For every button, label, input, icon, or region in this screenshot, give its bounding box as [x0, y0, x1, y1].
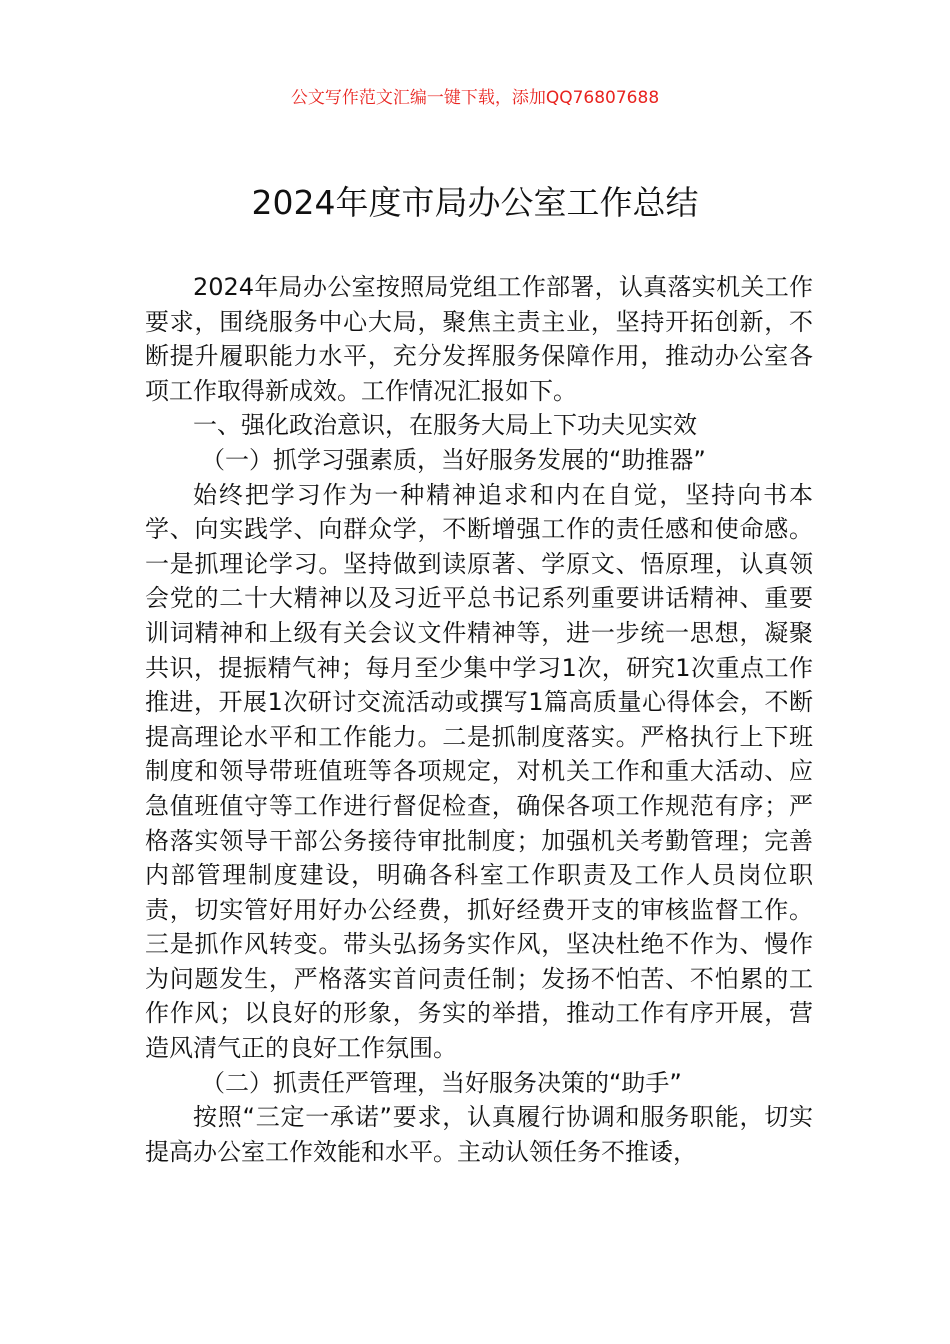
document-title: 2024年度市局办公室工作总结 [251, 183, 699, 222]
subsection-heading-2: （二）抓责任严管理，当好服务决策的“助手” [201, 1068, 682, 1097]
section-heading-1: 一、强化政治意识，在服务大局上下功夫见实效 [193, 411, 697, 440]
body-paragraph-2: 按照“三定一承诺”要求，认真履行协调和服务职能，切实提高办公室工作效能和水平。主动认领任务不推诿， [145, 1103, 813, 1166]
download-banner: 公文写作范文汇编一键下载，添加QQ76807688 [290, 88, 660, 108]
document-body [145, 270, 813, 1169]
subsection-heading-1: （一）抓学习强素质，当好服务发展的“助推器” [201, 445, 706, 474]
intro-paragraph: 2024年局办公室按照局党组工作部署，认真落实机关工作要求，围绕服务中心大局，聚焦主责主业，坚持开拓创新，不断提升履职能力水平，充分发挥服务保障作用，推动办公室各项工作取得新成效。工作情况汇报如下。 [145, 273, 813, 405]
body-paragraph-1: 始终把学习作为一种精神追求和内在自觉，坚持向书本学、向实践学、向群众学，不断增强工作的责任感和使命感。一是抓理论学习。坚持做到读原著、学原文、悟原理，认真领会党的二十大精神以及习近平总书记系列重要讲话精神、重要训词精神和上级有关会议文件精神等，进一步统一思想，凝聚共识，提振精气神；每月至少集中学习1次，研究1次重点工作推进，开展1次研讨交流活动或撰写1篇高质量心得体会，不断提高理论水平和工作能力。二是抓制度落实。严格执行上下班制度和领导带班值班等各项规定，对机关工作和重大活动、应急值班值守等工作进行督促检查，确保各项工作规范有序；严格落实领导干部公务接待审批制度；加强机关考勤管理；完善内部管理制度建设，明确各科室工作职责及工作人员岗位职责，切实管好用好办公经费，抓好经费开支的审核监督工作。三是抓作风转变。带头弘扬务实作风，坚决杜绝不作为、慢作为问题发生，严格落实首问责任制；发扬不怕苦、不怕累的工作作风；以良好的形象，务实的举措，推动工作有序开展，营造风清气正的良好工作氛围。 [145, 480, 813, 1063]
